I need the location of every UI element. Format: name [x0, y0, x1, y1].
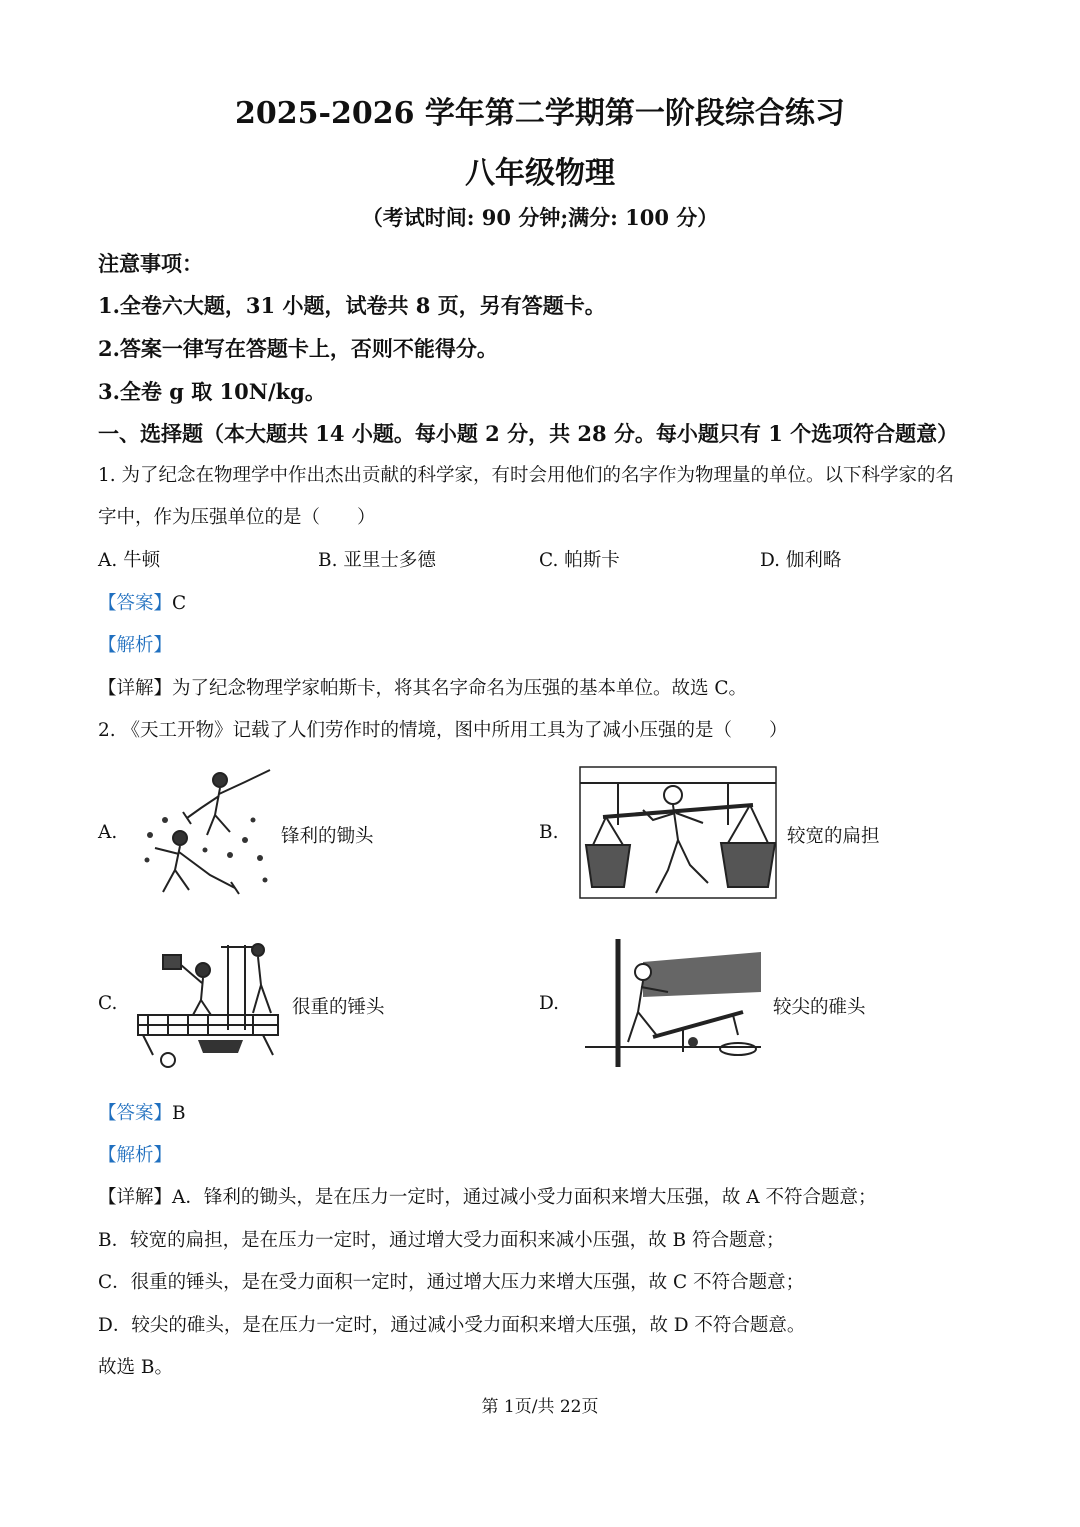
notice-item-1: 1.全卷六大题，31 小题，试卷共 8 页，另有答题卡。	[98, 293, 606, 318]
page-footer: 第 1页/共 22页	[481, 1397, 599, 1417]
q2-analysis-tag: 【解析】	[98, 1145, 173, 1166]
q2-detail-line-3: C．很重的锤头，是在受力面积一定时，通过增大压力来增大压强，故 C 不符合题意；	[98, 1272, 805, 1293]
notice-item-3: 3.全卷 g 取 10N/kg。	[98, 379, 326, 404]
detail-text: 为了纪念物理学家帕斯卡，将其名字命名为压强的基本单位。故选 C。	[172, 678, 748, 699]
q2-detail-line-4: D．较尖的碓头，是在压力一定时，通过减小受力面积来增大压强，故 D 不符合题意。	[98, 1315, 806, 1336]
notice-heading: 注意事项：	[98, 251, 203, 276]
notice-item-2: 2.答案一律写在答题卡上，否则不能得分。	[98, 336, 498, 361]
answer-tag: 【答案】	[98, 1103, 173, 1124]
hoeing-illustration	[135, 760, 275, 905]
subject-title: 八年级物理	[465, 156, 615, 191]
section-heading: 一、选择题（本大题共 14 小题。每小题 2 分，共 28 分。每小题只有 1 个选项符合题意）	[98, 421, 959, 446]
answer-value: C	[172, 593, 187, 614]
q2-option-c-caption: 很重的锤头	[292, 997, 385, 1018]
q1-stem-line1: 1. 为了纪念在物理学中作出杰出贡献的科学家，有时会用他们的名字作为物理量的单位。以下科学家的名	[98, 465, 955, 486]
q2-conclusion: 故选 B。	[98, 1357, 173, 1378]
q1-option-a: A. 牛顿	[98, 550, 161, 571]
q1-option-b: B. 亚里士多德	[318, 550, 436, 571]
q2-option-a-letter: A.	[98, 822, 118, 843]
q2-option-c-letter: C.	[98, 993, 118, 1014]
detail-tag: 【详解】	[98, 678, 173, 699]
detail-tag: 【详解】	[98, 1187, 173, 1208]
q2-stem: 2. 《天工开物》记载了人们劳作时的情境，图中所用工具为了减小压强的是（ ）	[98, 720, 788, 741]
q1-option-c: C. 帕斯卡	[539, 550, 620, 571]
q2-answer	[98, 1099, 186, 1125]
q2-option-b-caption: 较宽的扁担	[787, 826, 880, 847]
pestle-illustration	[583, 937, 763, 1072]
q1-stem-line2: 字中，作为压强单位的是（ ）	[98, 507, 376, 528]
detail-text: A．锋利的锄头，是在压力一定时，通过减小受力面积来增大压强，故 A 不符合题意；	[172, 1187, 877, 1208]
q2-option-b-letter: B.	[539, 822, 559, 843]
hammer-illustration	[133, 935, 283, 1075]
q2-detail-line-2: B．较宽的扁担，是在压力一定时，通过增大受力面积来减小压强，故 B 符合题意；	[98, 1230, 785, 1251]
q1-detail	[98, 674, 747, 700]
answer-value: B	[172, 1103, 186, 1124]
q1-analysis-tag: 【解析】	[98, 635, 173, 656]
q1-answer	[98, 589, 186, 615]
exam-info: （考试时间: 90 分钟;满分: 100 分）	[361, 205, 719, 230]
q2-detail-line-1	[98, 1183, 877, 1209]
answer-tag: 【答案】	[98, 593, 173, 614]
q2-option-d-letter: D.	[539, 993, 560, 1014]
q2-option-d-caption: 较尖的碓头	[773, 997, 866, 1018]
carrying-pole-illustration	[578, 765, 778, 900]
q2-option-a-caption: 锋利的锄头	[281, 826, 374, 847]
q1-option-d: D. 伽利略	[760, 550, 842, 571]
page-title: 2025-2026 学年第二学期第一阶段综合练习	[235, 96, 845, 131]
